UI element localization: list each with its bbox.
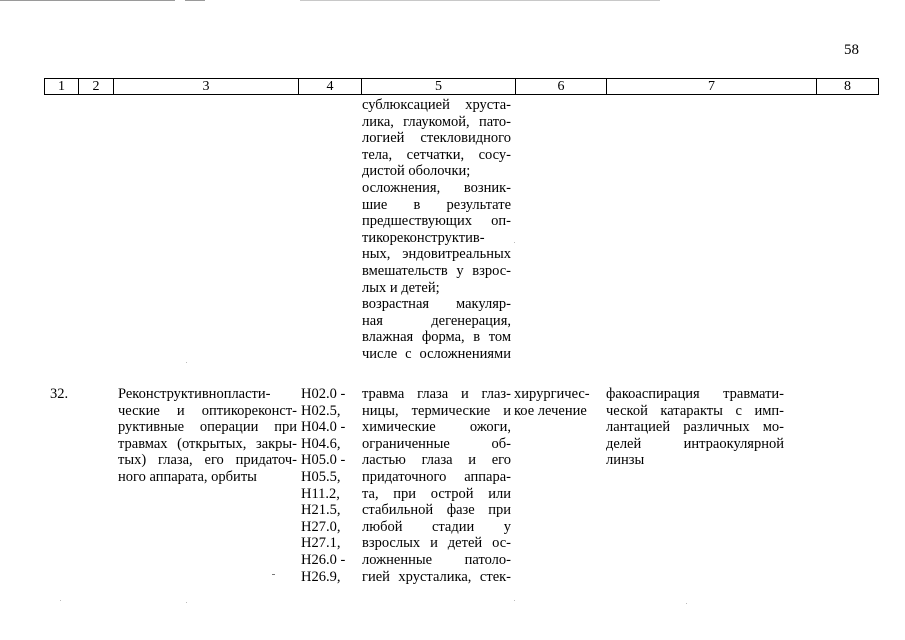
text-line: тела, сетчатки, сосу- bbox=[362, 146, 511, 163]
text-line: ного аппарата, орбиты bbox=[118, 468, 257, 485]
text-line: придаточного аппара- bbox=[362, 468, 511, 485]
text-line: ницы, термические и bbox=[362, 402, 511, 419]
row-32-patient-model bbox=[362, 386, 511, 585]
text-line: кое лечение bbox=[514, 402, 587, 419]
column-number-4: 4 bbox=[299, 79, 362, 95]
text-line: любой стадии у bbox=[362, 518, 511, 535]
text-line: стабильной фазе при bbox=[362, 502, 511, 519]
scan-artifact-top bbox=[0, 0, 175, 1]
column-number-header bbox=[44, 78, 879, 95]
text-line: сублюксацией хруста- bbox=[362, 97, 511, 113]
text-line: та, при острой или bbox=[362, 485, 511, 502]
row-32-treatment-method bbox=[606, 386, 784, 469]
text-line: тых) глаза, его придаточ- bbox=[118, 452, 297, 469]
text-line: тикореконструктив- bbox=[362, 229, 485, 246]
icd-code: H11.2, bbox=[301, 485, 340, 502]
text-line: ластью глаза и его bbox=[362, 452, 511, 469]
text-line: лых и детей; bbox=[362, 279, 440, 296]
column-number-3: 3 bbox=[114, 79, 299, 95]
icd-code: H05.0 - bbox=[301, 452, 346, 469]
text-line: ложненные патоло- bbox=[362, 551, 511, 568]
text-line: дистой оболочки; bbox=[362, 163, 471, 180]
row-32-procedure-name bbox=[118, 386, 297, 486]
text-line: шие в результате bbox=[362, 196, 511, 213]
scan-speck bbox=[514, 242, 515, 243]
text-line: химические ожоги, bbox=[362, 419, 511, 436]
text-line: числе с осложнениями bbox=[362, 345, 511, 362]
icd-code: H27.1, bbox=[301, 535, 341, 552]
text-line: хирургичес- bbox=[514, 386, 590, 402]
text-line: ограниченные об- bbox=[362, 435, 511, 452]
scan-artifact-top bbox=[300, 0, 660, 1]
column-number-2: 2 bbox=[79, 79, 114, 95]
text-line: ческой катаракты с имп- bbox=[606, 402, 784, 419]
page-number: 58 bbox=[844, 42, 859, 58]
text-line: руктивные операции при bbox=[118, 419, 297, 436]
text-line: лика, глаукомой, пато- bbox=[362, 113, 511, 130]
text-line: логией стекловидного bbox=[362, 130, 511, 147]
text-line: предшествующих оп- bbox=[362, 213, 511, 230]
column-number-6: 6 bbox=[516, 79, 607, 95]
icd-code: H05.5, bbox=[301, 468, 341, 485]
icd-code: H04.6, bbox=[301, 435, 341, 452]
icd-code: H26.9, bbox=[301, 568, 341, 585]
scan-speck bbox=[60, 600, 61, 601]
icd-code: H26.0 - bbox=[301, 551, 346, 568]
row-32-icd-codes bbox=[301, 386, 361, 585]
text-line: возрастная макуляр- bbox=[362, 296, 511, 313]
scan-speck bbox=[514, 600, 515, 601]
scan-speck bbox=[686, 603, 687, 604]
column-number-1: 1 bbox=[45, 79, 79, 95]
text-line: влажная форма, в том bbox=[362, 329, 511, 346]
icd-code: H27.0, bbox=[301, 518, 341, 535]
text-line: гией хрусталика, стек- bbox=[362, 568, 511, 585]
icd-code: H04.0 - bbox=[301, 419, 346, 436]
text-line: травма глаза и глаз- bbox=[362, 386, 511, 402]
column-number-7: 7 bbox=[607, 79, 817, 95]
text-line: факоаспирация травмати- bbox=[606, 386, 784, 402]
icd-code: H02.0 - bbox=[301, 386, 346, 402]
text-line: линзы bbox=[606, 452, 645, 469]
row-32-treatment-type bbox=[514, 386, 602, 419]
icd-code: H21.5, bbox=[301, 502, 341, 519]
text-line: лантацией различных мо- bbox=[606, 419, 784, 436]
text-line: травмах (открытых, закры- bbox=[118, 435, 297, 452]
scan-speck bbox=[186, 602, 187, 603]
text-line: ная дегенерация, bbox=[362, 312, 511, 329]
continuation-col5-text bbox=[362, 97, 511, 363]
text-line: вмешательств у взрос- bbox=[362, 262, 511, 279]
scan-artifact-top bbox=[185, 0, 205, 1]
text-line: Реконструктивнопласти- bbox=[118, 386, 271, 402]
text-line: ческие и оптикореконст- bbox=[118, 402, 297, 419]
column-number-8: 8 bbox=[817, 79, 879, 95]
text-line: делей интраокулярной bbox=[606, 435, 784, 452]
scan-speck bbox=[186, 362, 187, 363]
text-line: осложнения, возник- bbox=[362, 179, 511, 196]
column-number-5: 5 bbox=[362, 79, 516, 95]
icd-code: H02.5, bbox=[301, 402, 341, 419]
text-line: ных, эндовитреальных bbox=[362, 246, 511, 263]
text-line: взрослых и детей ос- bbox=[362, 535, 511, 552]
row-32-number: 32. bbox=[50, 386, 69, 402]
scan-speck bbox=[272, 574, 275, 575]
